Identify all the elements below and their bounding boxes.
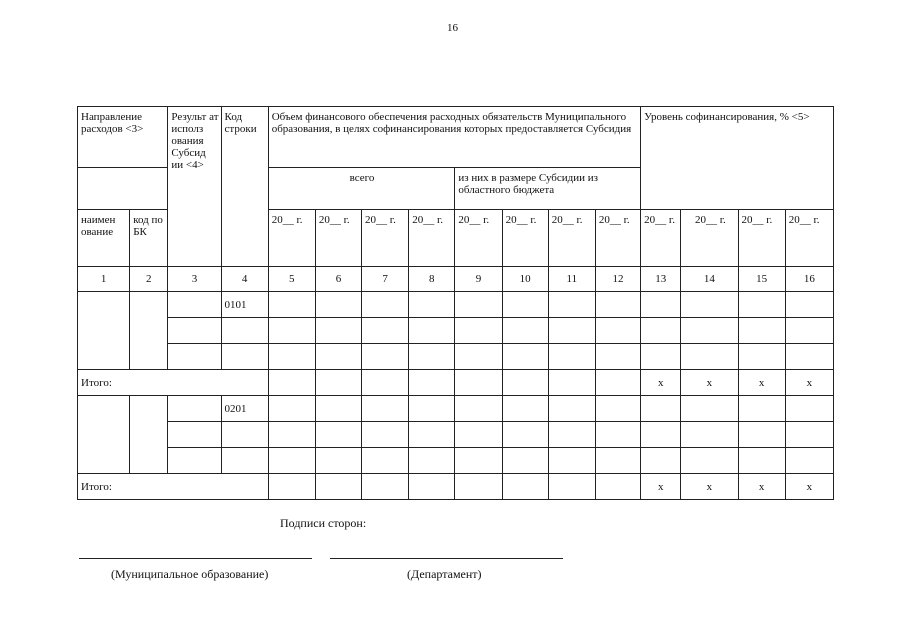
table-cell[interactable] [595, 396, 640, 422]
header-bk-code: код по БК [130, 210, 168, 267]
table-cell[interactable] [548, 396, 595, 422]
table-row [78, 422, 834, 448]
x-mark: x [738, 370, 785, 396]
table-cell[interactable] [362, 396, 409, 422]
total-row [78, 370, 834, 396]
table-cell[interactable] [641, 318, 681, 344]
column-number: 3 [168, 267, 221, 292]
table-cell[interactable] [548, 318, 595, 344]
table-cell[interactable] [362, 292, 409, 318]
header-from-region: из них в размере Субсидии из областного бюджета [455, 168, 641, 210]
table-cell[interactable] [502, 396, 548, 422]
table-cell[interactable] [315, 344, 361, 370]
cell-result[interactable] [168, 292, 221, 318]
column-number: 10 [502, 267, 548, 292]
table-cell[interactable] [548, 422, 595, 448]
x-mark: x [785, 474, 833, 500]
x-mark: x [785, 370, 833, 396]
total-label: Итого: [78, 370, 269, 396]
table-row [78, 344, 834, 370]
column-number: 14 [681, 267, 738, 292]
header-total-all: всего [268, 168, 455, 210]
table-cell[interactable] [548, 474, 595, 500]
table-cell[interactable] [455, 318, 502, 344]
table-cell[interactable] [785, 292, 833, 318]
column-number: 4 [221, 267, 268, 292]
table-cell[interactable] [455, 474, 502, 500]
table-cell[interactable] [221, 422, 268, 448]
header-code: Код строки [221, 107, 268, 267]
cell-bk-code[interactable] [130, 396, 168, 474]
table-cell[interactable] [315, 292, 361, 318]
table-cell[interactable] [409, 318, 455, 344]
table-cell[interactable] [548, 292, 595, 318]
header-year: 20__ г. [268, 210, 315, 267]
header-year: 20__ г. [681, 210, 738, 267]
cell-name[interactable] [78, 292, 130, 370]
table-cell[interactable] [268, 448, 315, 474]
table-row [78, 396, 834, 422]
table-cell[interactable] [268, 344, 315, 370]
table-cell[interactable] [785, 396, 833, 422]
table-cell[interactable] [455, 422, 502, 448]
row-code: 0201 [221, 396, 268, 422]
table-cell[interactable] [268, 370, 315, 396]
table-cell[interactable] [785, 344, 833, 370]
table-cell[interactable] [315, 448, 361, 474]
table-cell[interactable] [502, 292, 548, 318]
column-number: 11 [548, 267, 595, 292]
column-number: 6 [315, 267, 361, 292]
table-cell[interactable] [738, 396, 785, 422]
x-mark: x [681, 474, 738, 500]
column-number: 7 [362, 267, 409, 292]
table-cell[interactable] [268, 422, 315, 448]
column-number: 1 [78, 267, 130, 292]
table-cell[interactable] [548, 370, 595, 396]
table-cell[interactable] [681, 422, 738, 448]
table-cell[interactable] [362, 422, 409, 448]
table-cell[interactable] [641, 292, 681, 318]
table-cell[interactable] [681, 344, 738, 370]
x-mark: x [738, 474, 785, 500]
header-name: наимен ование [78, 210, 130, 267]
cell-bk-code[interactable] [130, 292, 168, 370]
table-cell[interactable] [681, 396, 738, 422]
signature-line-department[interactable] [330, 558, 563, 559]
column-number: 15 [738, 267, 785, 292]
table-cell[interactable] [548, 448, 595, 474]
table-cell[interactable] [362, 370, 409, 396]
header-result: Результ ат исполз ования Субсид ии <4> [168, 107, 221, 267]
header-direction: Направление расходов <3> [78, 107, 168, 168]
table-cell[interactable] [315, 370, 361, 396]
table-cell[interactable] [641, 396, 681, 422]
table-cell[interactable] [595, 422, 640, 448]
table-cell[interactable] [681, 318, 738, 344]
table-cell[interactable] [595, 292, 640, 318]
table-cell[interactable] [409, 292, 455, 318]
header-year: 20__ г. [315, 210, 361, 267]
table-cell[interactable] [595, 318, 640, 344]
table-row [78, 448, 834, 474]
table-cell[interactable] [455, 396, 502, 422]
table-cell[interactable] [595, 344, 640, 370]
table-cell[interactable] [785, 422, 833, 448]
table-cell[interactable] [502, 318, 548, 344]
table-cell[interactable] [455, 292, 502, 318]
table-cell[interactable] [315, 422, 361, 448]
table-cell[interactable] [221, 344, 268, 370]
column-number: 12 [595, 267, 640, 292]
table-cell[interactable] [268, 396, 315, 422]
header-level: Уровень софинансирования, % <5> [641, 107, 834, 210]
table-cell[interactable] [502, 448, 548, 474]
table-cell[interactable] [738, 318, 785, 344]
table-cell[interactable] [595, 448, 640, 474]
table-cell[interactable] [738, 422, 785, 448]
signature-line-municipality[interactable] [79, 558, 312, 559]
table-cell[interactable] [362, 474, 409, 500]
table-cell[interactable] [502, 370, 548, 396]
table-cell[interactable] [548, 344, 595, 370]
table-cell[interactable] [221, 448, 268, 474]
table-cell[interactable] [362, 318, 409, 344]
signature-caption-municipality: (Муниципальное образование) [111, 567, 269, 581]
financing-table [77, 106, 834, 500]
column-number: 9 [455, 267, 502, 292]
table-cell[interactable] [502, 344, 548, 370]
table-cell[interactable] [409, 344, 455, 370]
table-cell[interactable] [502, 422, 548, 448]
table-cell[interactable] [595, 370, 640, 396]
table-cell[interactable] [409, 474, 455, 500]
x-mark: x [641, 370, 681, 396]
header-year: 20__ г. [455, 210, 502, 267]
header-year: 20__ г. [362, 210, 409, 267]
column-number: 13 [641, 267, 681, 292]
column-numbers-row [78, 267, 834, 292]
cell-result[interactable] [168, 344, 221, 370]
table-cell[interactable] [455, 448, 502, 474]
column-number: 2 [130, 267, 168, 292]
table-cell[interactable] [409, 370, 455, 396]
table-cell[interactable] [681, 292, 738, 318]
total-label: Итого: [78, 474, 269, 500]
table-cell[interactable] [641, 344, 681, 370]
table-cell[interactable] [409, 422, 455, 448]
table-row [78, 292, 834, 318]
cell-result[interactable] [168, 422, 221, 448]
page-number: 16 [447, 22, 458, 34]
cell-result[interactable] [168, 396, 221, 422]
row-code: 0101 [221, 292, 268, 318]
column-number: 8 [409, 267, 455, 292]
x-mark: x [641, 474, 681, 500]
table-cell[interactable] [595, 474, 640, 500]
table-cell[interactable] [785, 318, 833, 344]
table-cell[interactable] [785, 448, 833, 474]
header-year: 20__ г. [785, 210, 833, 267]
header-year: 20__ г. [548, 210, 595, 267]
table-cell[interactable] [502, 474, 548, 500]
table-cell[interactable] [738, 292, 785, 318]
cell-result[interactable] [168, 448, 221, 474]
table-cell[interactable] [315, 396, 361, 422]
header-volume: Объем финансового обеспечения расходных обязательств Муниципального образования, в целях софинансирования которых предоставляется Субсидия [268, 107, 640, 168]
cell-name[interactable] [78, 396, 130, 474]
table-cell[interactable] [681, 448, 738, 474]
table-cell[interactable] [315, 474, 361, 500]
header-year: 20__ г. [502, 210, 548, 267]
column-number: 5 [268, 267, 315, 292]
header-year: 20__ г. [738, 210, 785, 267]
signature-caption-department: (Департамент) [407, 567, 482, 581]
total-row [78, 474, 834, 500]
table-cell[interactable] [455, 344, 502, 370]
signatures-title: Подписи сторон: [280, 516, 367, 530]
table-cell[interactable] [738, 344, 785, 370]
table-cell[interactable] [641, 422, 681, 448]
x-mark: x [681, 370, 738, 396]
table-cell[interactable] [221, 318, 268, 344]
column-number: 16 [785, 267, 833, 292]
table-cell[interactable] [268, 292, 315, 318]
table-cell[interactable] [362, 344, 409, 370]
header-direction-spacer [78, 168, 168, 210]
header-year: 20__ г. [641, 210, 681, 267]
table-cell[interactable] [409, 396, 455, 422]
table-cell[interactable] [268, 318, 315, 344]
table-row [78, 318, 834, 344]
table-cell[interactable] [315, 318, 361, 344]
table-cell[interactable] [268, 474, 315, 500]
cell-result[interactable] [168, 318, 221, 344]
table-cell[interactable] [738, 448, 785, 474]
table-cell[interactable] [455, 370, 502, 396]
header-year: 20__ г. [409, 210, 455, 267]
table-cell[interactable] [409, 448, 455, 474]
table-cell[interactable] [641, 448, 681, 474]
table-cell[interactable] [362, 448, 409, 474]
header-year: 20__ г. [595, 210, 640, 267]
